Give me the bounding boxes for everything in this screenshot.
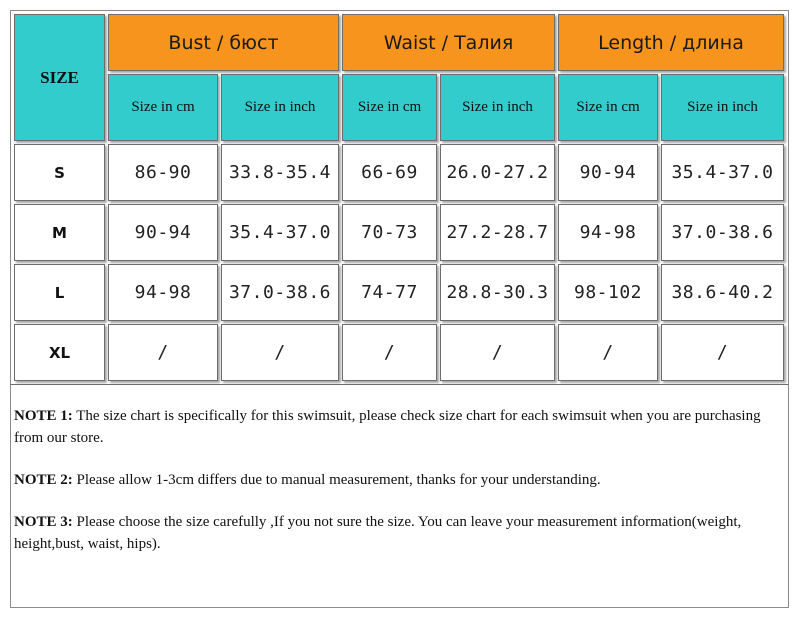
note-3-label: NOTE 3:	[14, 514, 73, 530]
table-cell: 66-69	[342, 144, 437, 201]
note-3	[14, 511, 779, 555]
table-cell: /	[558, 324, 658, 381]
table-cell: 38.6-40.2	[661, 264, 784, 321]
size-column-header: SIZE	[14, 14, 105, 141]
size-l-label: L	[14, 264, 105, 321]
table-cell: 94-98	[108, 264, 218, 321]
table-cell: 90-94	[558, 144, 658, 201]
table-cell: /	[342, 324, 437, 381]
table-cell: 98-102	[558, 264, 658, 321]
waist-group-header: Waist / Талия	[342, 14, 555, 71]
table-cell: 37.0-38.6	[661, 204, 784, 261]
table-cell: /	[221, 324, 339, 381]
size-s-label: S	[14, 144, 105, 201]
table-cell: 90-94	[108, 204, 218, 261]
table-cell: /	[661, 324, 784, 381]
table-cell: 35.4-37.0	[221, 204, 339, 261]
table-cell: /	[440, 324, 555, 381]
size-m-label: M	[14, 204, 105, 261]
table-cell: 70-73	[342, 204, 437, 261]
note-2	[14, 469, 779, 491]
table-cell: 94-98	[558, 204, 658, 261]
bust-group-header: Bust / бюст	[108, 14, 339, 71]
note-1	[14, 405, 779, 449]
table-cell: 26.0-27.2	[440, 144, 555, 201]
bust-cm-header: Size in cm	[108, 74, 218, 141]
note-2-text: Please allow 1-3cm differs due to manual measurement, thanks for your understanding.	[76, 472, 601, 488]
table-cell: 86-90	[108, 144, 218, 201]
table-cell: 27.2-28.7	[440, 204, 555, 261]
table-cell: 35.4-37.0	[661, 144, 784, 201]
table-cell: 33.8-35.4	[221, 144, 339, 201]
bust-inch-header: Size in inch	[221, 74, 339, 141]
note-1-label: NOTE 1:	[14, 408, 73, 424]
table-cell: 74-77	[342, 264, 437, 321]
length-inch-header: Size in inch	[661, 74, 784, 141]
table-cell: 37.0-38.6	[221, 264, 339, 321]
table-cell: 28.8-30.3	[440, 264, 555, 321]
size-xl-label: XL	[14, 324, 105, 381]
length-cm-header: Size in cm	[558, 74, 658, 141]
note-3-text: Please choose the size carefully ,If you not sure the size. You can leave your measurement information(weight, height,bust, waist, hips).	[14, 514, 742, 552]
table-cell: /	[108, 324, 218, 381]
note-2-label: NOTE 2:	[14, 472, 73, 488]
note-1-text: The size chart is specifically for this swimsuit, please check size chart for each swimsuit when you are purchasing from our store.	[14, 408, 761, 446]
length-group-header: Length / длина	[558, 14, 784, 71]
notes-section	[10, 384, 789, 608]
waist-cm-header: Size in cm	[342, 74, 437, 141]
waist-inch-header: Size in inch	[440, 74, 555, 141]
